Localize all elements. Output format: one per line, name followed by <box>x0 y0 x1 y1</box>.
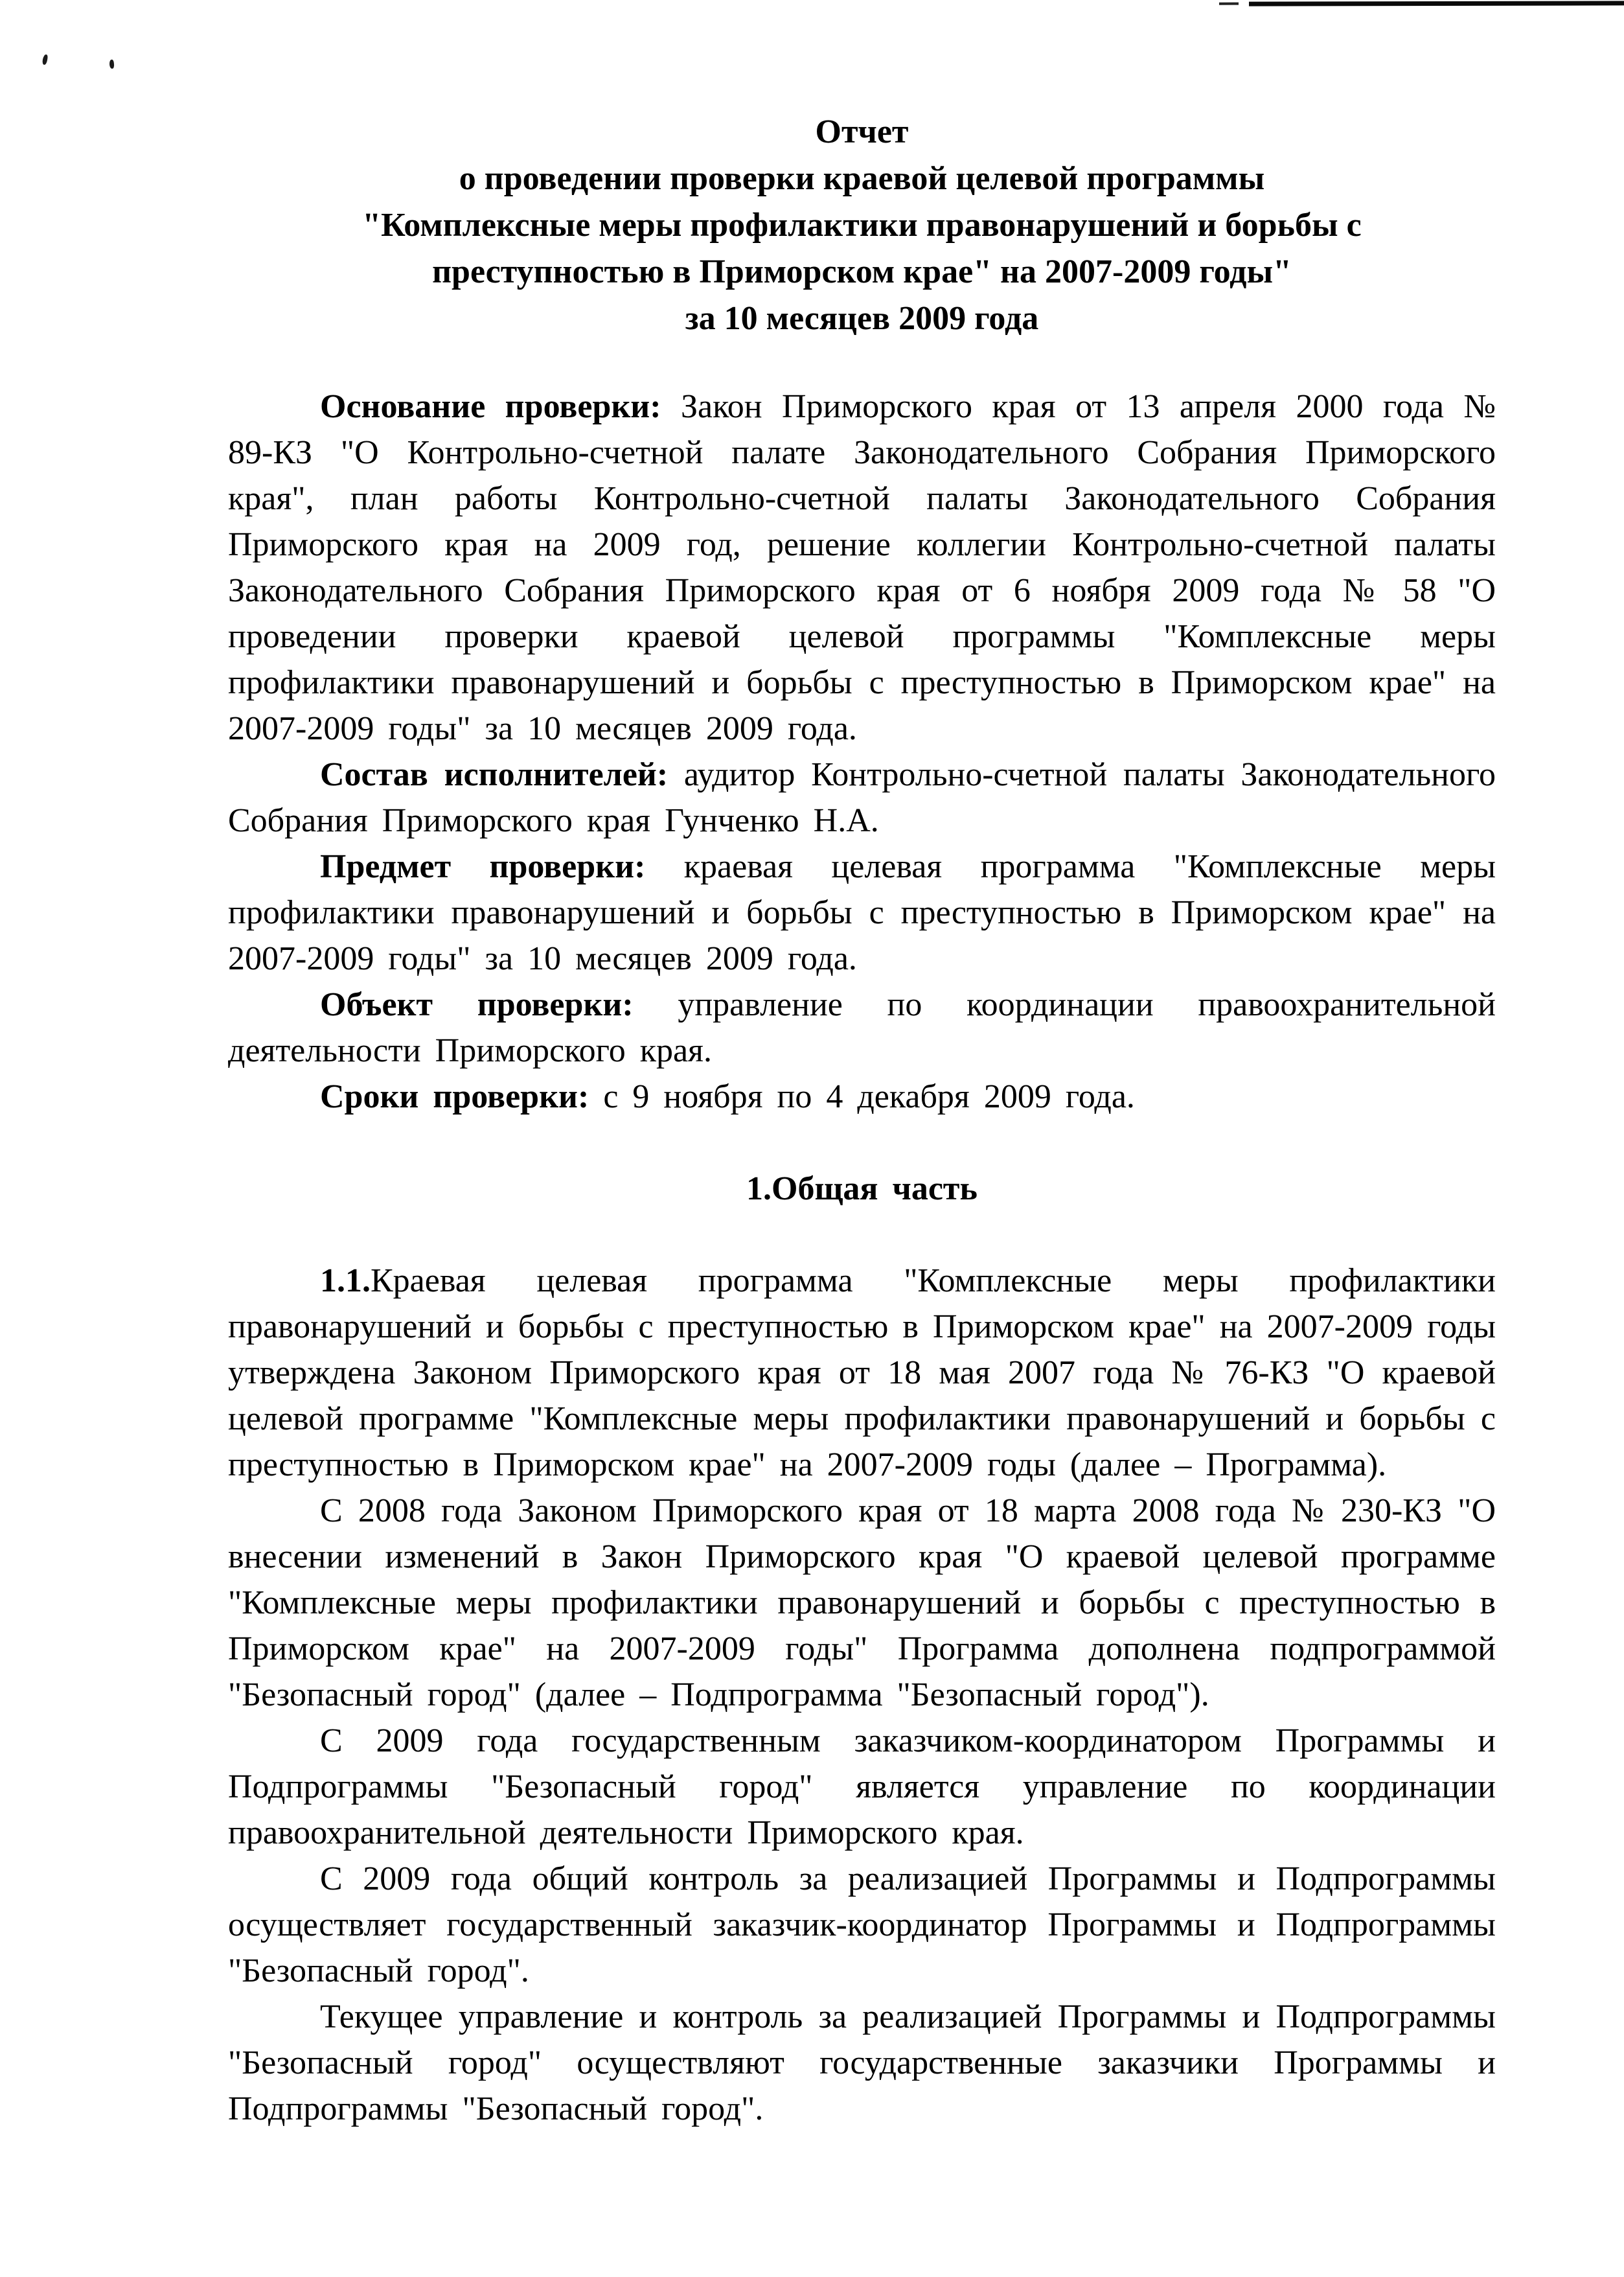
paragraph-inspection-subject <box>228 844 1496 982</box>
paragraph-inspection-basis <box>228 384 1496 752</box>
paragraph-1-1-program <box>228 1258 1496 1488</box>
title-line-3: "Комплексные меры профилактики правонарушений и борьбы с <box>362 207 1362 244</box>
paragraph-current-management <box>228 1994 1496 2132</box>
paragraph-text: С 2008 года Законом Приморского края от 18 марта 2008 года № 230-КЗ "О внесении изменений в Закон Приморского края "О краевой целевой программе "Комплексные меры профилактики правонарушений и борьбы с преступностью в Приморском крае" на 2007-2009 годы" Программа дополнена подпрограммой "Безопасный город" (далее – Подпрограмма "Безопасный город"). <box>228 1492 1496 1713</box>
paragraph-lead: Состав исполнителей: <box>320 756 669 793</box>
paragraph-text: управление по координации правоохранительной деятельности Приморского края. <box>228 986 1496 1069</box>
title-line-5: за 10 месяцев 2009 года <box>685 300 1039 337</box>
title-line-1: Отчет <box>815 113 909 150</box>
paragraph-2009-coordinator <box>228 1718 1496 1856</box>
paragraph-inspection-dates <box>228 1074 1496 1120</box>
paragraph-text: Закон Приморского края от 13 апреля 2000 года № 89-КЗ "О Контрольно-счетной палате Законодательного Собрания Приморского края", план работы Контрольно-счетной палаты Законодательного Собрания Приморского края на 2009 год, решение коллегии Контрольно-счетной палаты Законодательного Собрания Приморского края от 6 ноября 2009 года № 58 "О проведении проверки краевой целевой программы "Комплексные меры профилактики правонарушений и борьбы с преступностью в Приморском крае" на 2007-2009 годы" за 10 месяцев 2009 года. <box>228 388 1496 747</box>
scan-artifact-speck <box>42 54 49 65</box>
paragraph-2009-general-control <box>228 1856 1496 1994</box>
paragraph-text: Текущее управление и контроль за реализацией Программы и Подпрограммы "Безопасный город" осуществляют государственные заказчики Программы и Подпрограммы "Безопасный город". <box>228 1998 1496 2127</box>
paragraph-text: краевая целевая программа "Комплексные меры профилактики правонарушений и борьбы с преступностью в Приморском крае" на 2007-2009 годы" за 10 месяцев 2009 года. <box>228 848 1496 977</box>
paragraph-executors <box>228 752 1496 844</box>
report-body <box>228 384 1496 2132</box>
title-line-2: о проведении проверки краевой целевой программы <box>459 160 1265 197</box>
paragraph-text: Краевая целевая программа "Комплексные меры профилактики правонарушений и борьбы с преступностью в Приморском крае" на 2007-2009 годы утверждена Законом Приморского края от 18 мая 2007 года № 76-КЗ "О краевой целевой программе "Комплексные меры профилактики правонарушений и борьбы с преступностью в Приморском крае" на 2007-2009 годы (далее – Программа). <box>228 1262 1496 1483</box>
paragraph-text: с 9 ноября по 4 декабря 2009 года. <box>589 1078 1135 1115</box>
report-title <box>228 109 1496 342</box>
paragraph-lead: 1.1. <box>320 1262 371 1299</box>
scan-artifact-line <box>1249 1 1624 6</box>
paragraph-text: С 2009 года общий контроль за реализацией Программы и Подпрограммы осуществляет государственный заказчик-координатор Программы и Подпрограммы "Безопасный город". <box>228 1860 1496 1989</box>
paragraph-text: С 2009 года государственным заказчиком-координатором Программы и Подпрограммы "Безопасный город" является управление по координации правоохранительной деятельности Приморского края. <box>228 1722 1496 1851</box>
section-heading-general-part: 1.Общая часть <box>746 1170 978 1207</box>
paragraph-lead: Объект проверки: <box>320 986 634 1023</box>
paragraph-2008-amendment <box>228 1488 1496 1718</box>
title-line-4: преступностью в Приморском крае" на 2007-2009 годы" <box>432 253 1292 290</box>
paragraph-inspection-object <box>228 982 1496 1074</box>
paragraph-text: аудитор Контрольно-счетной палаты Законодательного Собрания Приморского края Гунченко Н.А. <box>228 756 1496 839</box>
scan-artifact-speck <box>109 60 114 69</box>
paragraph-lead: Сроки проверки: <box>320 1078 589 1115</box>
paragraph-lead: Основание проверки: <box>320 388 661 425</box>
paragraph-lead: Предмет проверки: <box>320 848 646 885</box>
